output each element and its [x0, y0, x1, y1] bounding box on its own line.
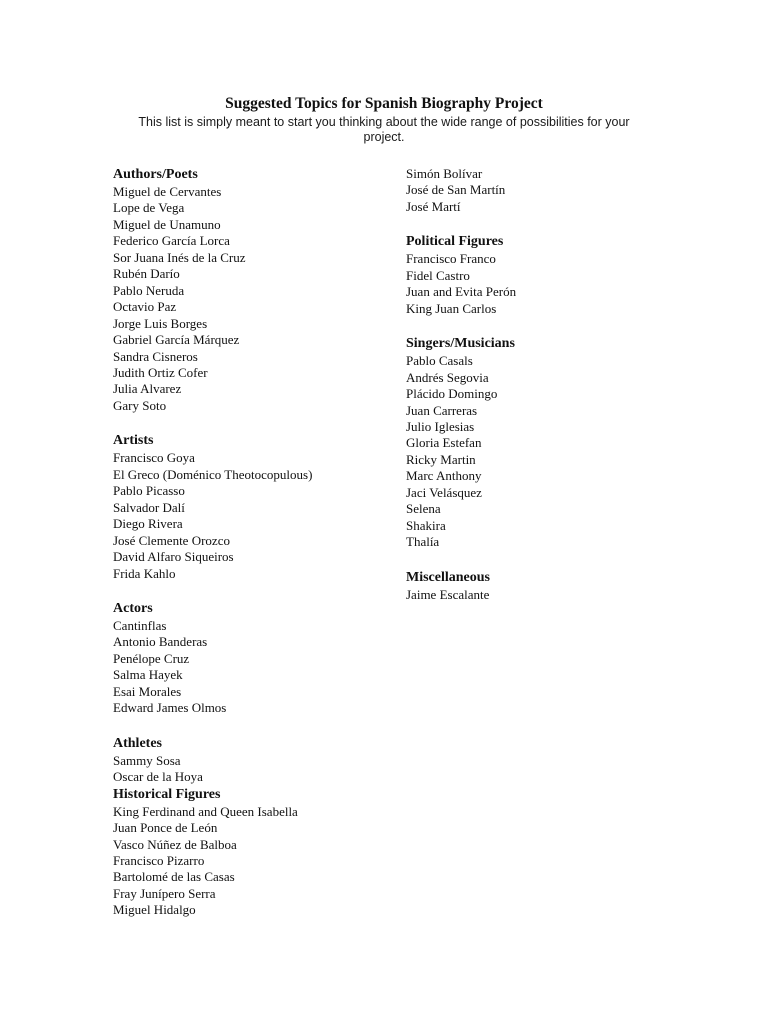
list-item: Jaime Escalante: [406, 586, 490, 602]
list-item: José Clemente Orozco: [113, 532, 230, 548]
section-actors: [113, 600, 393, 717]
section-heading: Athletes: [113, 735, 162, 751]
section-artists: [113, 432, 393, 582]
list-item: Fidel Castro: [406, 267, 470, 283]
list-item: Frida Kahlo: [113, 565, 176, 581]
list-item: Diego Rivera: [113, 516, 183, 532]
section-heading: Political Figures: [406, 234, 504, 250]
list-item: Simón Bolívar: [406, 166, 483, 181]
list-item: Salma Hayek: [113, 667, 183, 683]
list-item: Esai Morales: [113, 683, 182, 699]
list-item: David Alfaro Siqueiros: [113, 549, 234, 565]
list-item: Pablo Picasso: [113, 483, 185, 499]
list-item: Juan Ponce de León: [113, 820, 218, 836]
section-heading: Artists: [113, 433, 154, 449]
list-item: Antonio Banderas: [113, 634, 208, 650]
list-item: Francisco Franco: [406, 251, 496, 267]
list-item: Marc Anthony: [406, 468, 482, 484]
list-item: Pablo Neruda: [113, 282, 185, 298]
list-item: Sammy Sosa: [113, 752, 181, 768]
list-item: Jorge Luis Borges: [113, 315, 208, 331]
list-item: Miguel Hidalgo: [113, 902, 196, 918]
section-singers-musicians: [406, 335, 706, 550]
list-item: Juan and Evita Perón: [406, 284, 517, 300]
section-heading: Actors: [113, 600, 153, 616]
list-item: Shakira: [406, 517, 446, 533]
section-authors-poets: [113, 166, 393, 414]
list-item: Gabriel García Márquez: [113, 332, 240, 348]
list-item: Ricky Martin: [406, 451, 476, 467]
section-spacer: [113, 582, 393, 600]
list-item: Selena: [406, 501, 441, 517]
list-item: King Ferdinand and Queen Isabella: [113, 803, 298, 819]
section-historical-figures-continued: [406, 166, 706, 215]
section-historical-figures: [113, 786, 393, 919]
list-item: José de San Martín: [406, 182, 506, 198]
right-column: [406, 166, 706, 603]
list-item: Vasco Núñez de Balboa: [113, 836, 237, 852]
list-item: Andrés Segovia: [406, 369, 489, 385]
section-athletes: [113, 735, 393, 786]
section-spacer: [406, 215, 706, 233]
list-item: Juan Carreras: [406, 402, 478, 418]
list-item: Edward James Olmos: [113, 700, 227, 716]
list-item: Julio Iglesias: [406, 418, 475, 434]
section-heading: Miscellaneous: [406, 569, 490, 585]
list-item: Rubén Darío: [113, 266, 180, 282]
list-item: Gloria Estefan: [406, 435, 482, 451]
section-heading: Authors/Poets: [113, 167, 198, 182]
list-item: Cantinflas: [113, 617, 167, 633]
list-item: José Martí: [406, 198, 461, 214]
list-item: Lope de Vega: [113, 200, 185, 216]
section-heading: Historical Figures: [113, 786, 221, 802]
list-item: Miguel de Unamuno: [113, 216, 221, 232]
section-spacer: [406, 551, 706, 569]
list-item: Octavio Paz: [113, 299, 177, 315]
section-spacer: [113, 414, 393, 432]
list-item: Gary Soto: [113, 397, 167, 413]
list-item: Sandra Cisneros: [113, 348, 198, 364]
list-item: Oscar de la Hoya: [113, 769, 203, 785]
list-item: Sor Juana Inés de la Cruz: [113, 249, 246, 265]
section-political-figures: [406, 233, 706, 317]
left-column: [113, 166, 393, 919]
section-spacer: [113, 717, 393, 735]
page-subtitle: This list is simply meant to start you thinking about the wide range of possibilities for your project.: [138, 115, 630, 144]
list-item: Jaci Velásquez: [406, 484, 482, 500]
page-title: Suggested Topics for Spanish Biography Project: [225, 95, 543, 112]
list-item: Fray Junípero Serra: [113, 885, 216, 901]
list-item: Federico García Lorca: [113, 233, 230, 249]
list-item: Miguel de Cervantes: [113, 184, 222, 199]
list-item: Bartolomé de las Casas: [113, 869, 235, 885]
list-item: Judith Ortiz Cofer: [113, 364, 208, 380]
list-item: Thalía: [406, 534, 440, 550]
list-item: Julia Alvarez: [113, 381, 182, 397]
list-item: Pablo Casals: [406, 353, 473, 369]
list-item: Salvador Dalí: [113, 499, 185, 515]
section-heading: Singers/Musicians: [406, 336, 515, 352]
list-item: Penélope Cruz: [113, 650, 190, 666]
section-miscellaneous: [406, 569, 706, 603]
list-item: Plácido Domingo: [406, 386, 498, 402]
section-spacer: [406, 317, 706, 335]
list-item: Francisco Pizarro: [113, 852, 205, 868]
list-item: King Juan Carlos: [406, 300, 497, 316]
list-item: El Greco (Doménico Theotocopulous): [113, 466, 313, 482]
list-item: Francisco Goya: [113, 450, 195, 466]
